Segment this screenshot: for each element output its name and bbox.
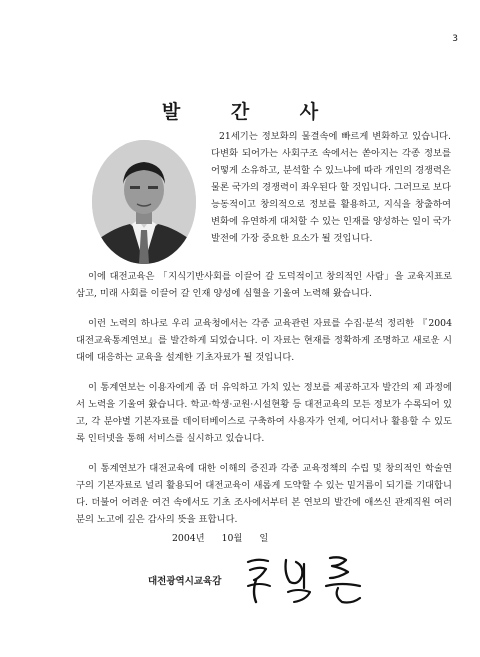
intro-block (211, 128, 451, 247)
body-block (76, 268, 452, 541)
issue-date: 2004년 10월 일 (172, 533, 269, 544)
page-number: 3 (452, 34, 458, 44)
handwritten-signature (242, 552, 372, 608)
superintendent-portrait (92, 140, 196, 264)
intro-paragraph: 21세기는 정보화의 물결속에 빠르게 변화하고 있습니다. 다변화 되어가는 사회구조 속에서는 쏟아지는 각종 정보를 어떻게 소유하고, 분석할 수 있느냐에 따라 개인의 경쟁력은 물론 국가의 경쟁력이 좌우된다 할 것입니다. 그러므로 보다 능동적이고 창의적으로 정보를 활용하고, 지식을 창출하여 변화에 유연하게 대처할 수 있는 인재를 양성하는 일이 국가발전에 가장 중요한 요소가 될 것입니다. (211, 131, 451, 244)
body-paragraph-3: 이 통계연보는 이용자에게 좀 더 유익하고 가치 있는 정보를 제공하고자 발간의 제 과정에서 노력을 기울여 왔습니다. 학교·학생·교원·시설현황 등 대전교육의 모든 정보가 수록되어 있고, 각 분야별 기본자료를 데이터베이스로 구축하여 사용자가 언제, 어디서나 활용할 수 있도록 인터넷을 통해 서비스를 실시하고 있습니다. (76, 382, 452, 444)
body-paragraph-1: 이에 대전교육은 「지식기반사회를 이끌어 갈 도덕적이고 창의적인 사람」을 교육지표로 삼고, 미래 사회를 이끌어 갈 인재 양성에 심혈을 기울여 노력해 왔습니다. (76, 271, 452, 299)
page-title: 발 간 사 (161, 100, 341, 123)
issuer-title: 대전광역시교육감 (148, 576, 222, 587)
body-paragraph-4: 이 통계연보가 대전교육에 대한 이해의 증진과 각종 교육정책의 수립 및 창의적인 학술연구의 기본자료로 널리 활용되어 대전교육이 새롭게 도약할 수 있는 밑거름이 되기를 기대합니다. 더불어 어려운 여건 속에서도 기초 조사에서부터 본 연보의 발간에 애쓰신 관계직원 여러분의 노고에 깊은 감사의 뜻을 표합니다. (76, 463, 452, 525)
body-paragraph-2: 이런 노력의 하나로 우리 교육청에서는 각종 교육관련 자료를 수집·분석 정리한 『2004 대전교육통계연보』를 발간하게 되었습니다. 이 자료는 현재를 정확하게 조명하고 새로운 시대에 대응하는 교육을 설계한 기초자료가 될 것입니다. (76, 318, 452, 363)
